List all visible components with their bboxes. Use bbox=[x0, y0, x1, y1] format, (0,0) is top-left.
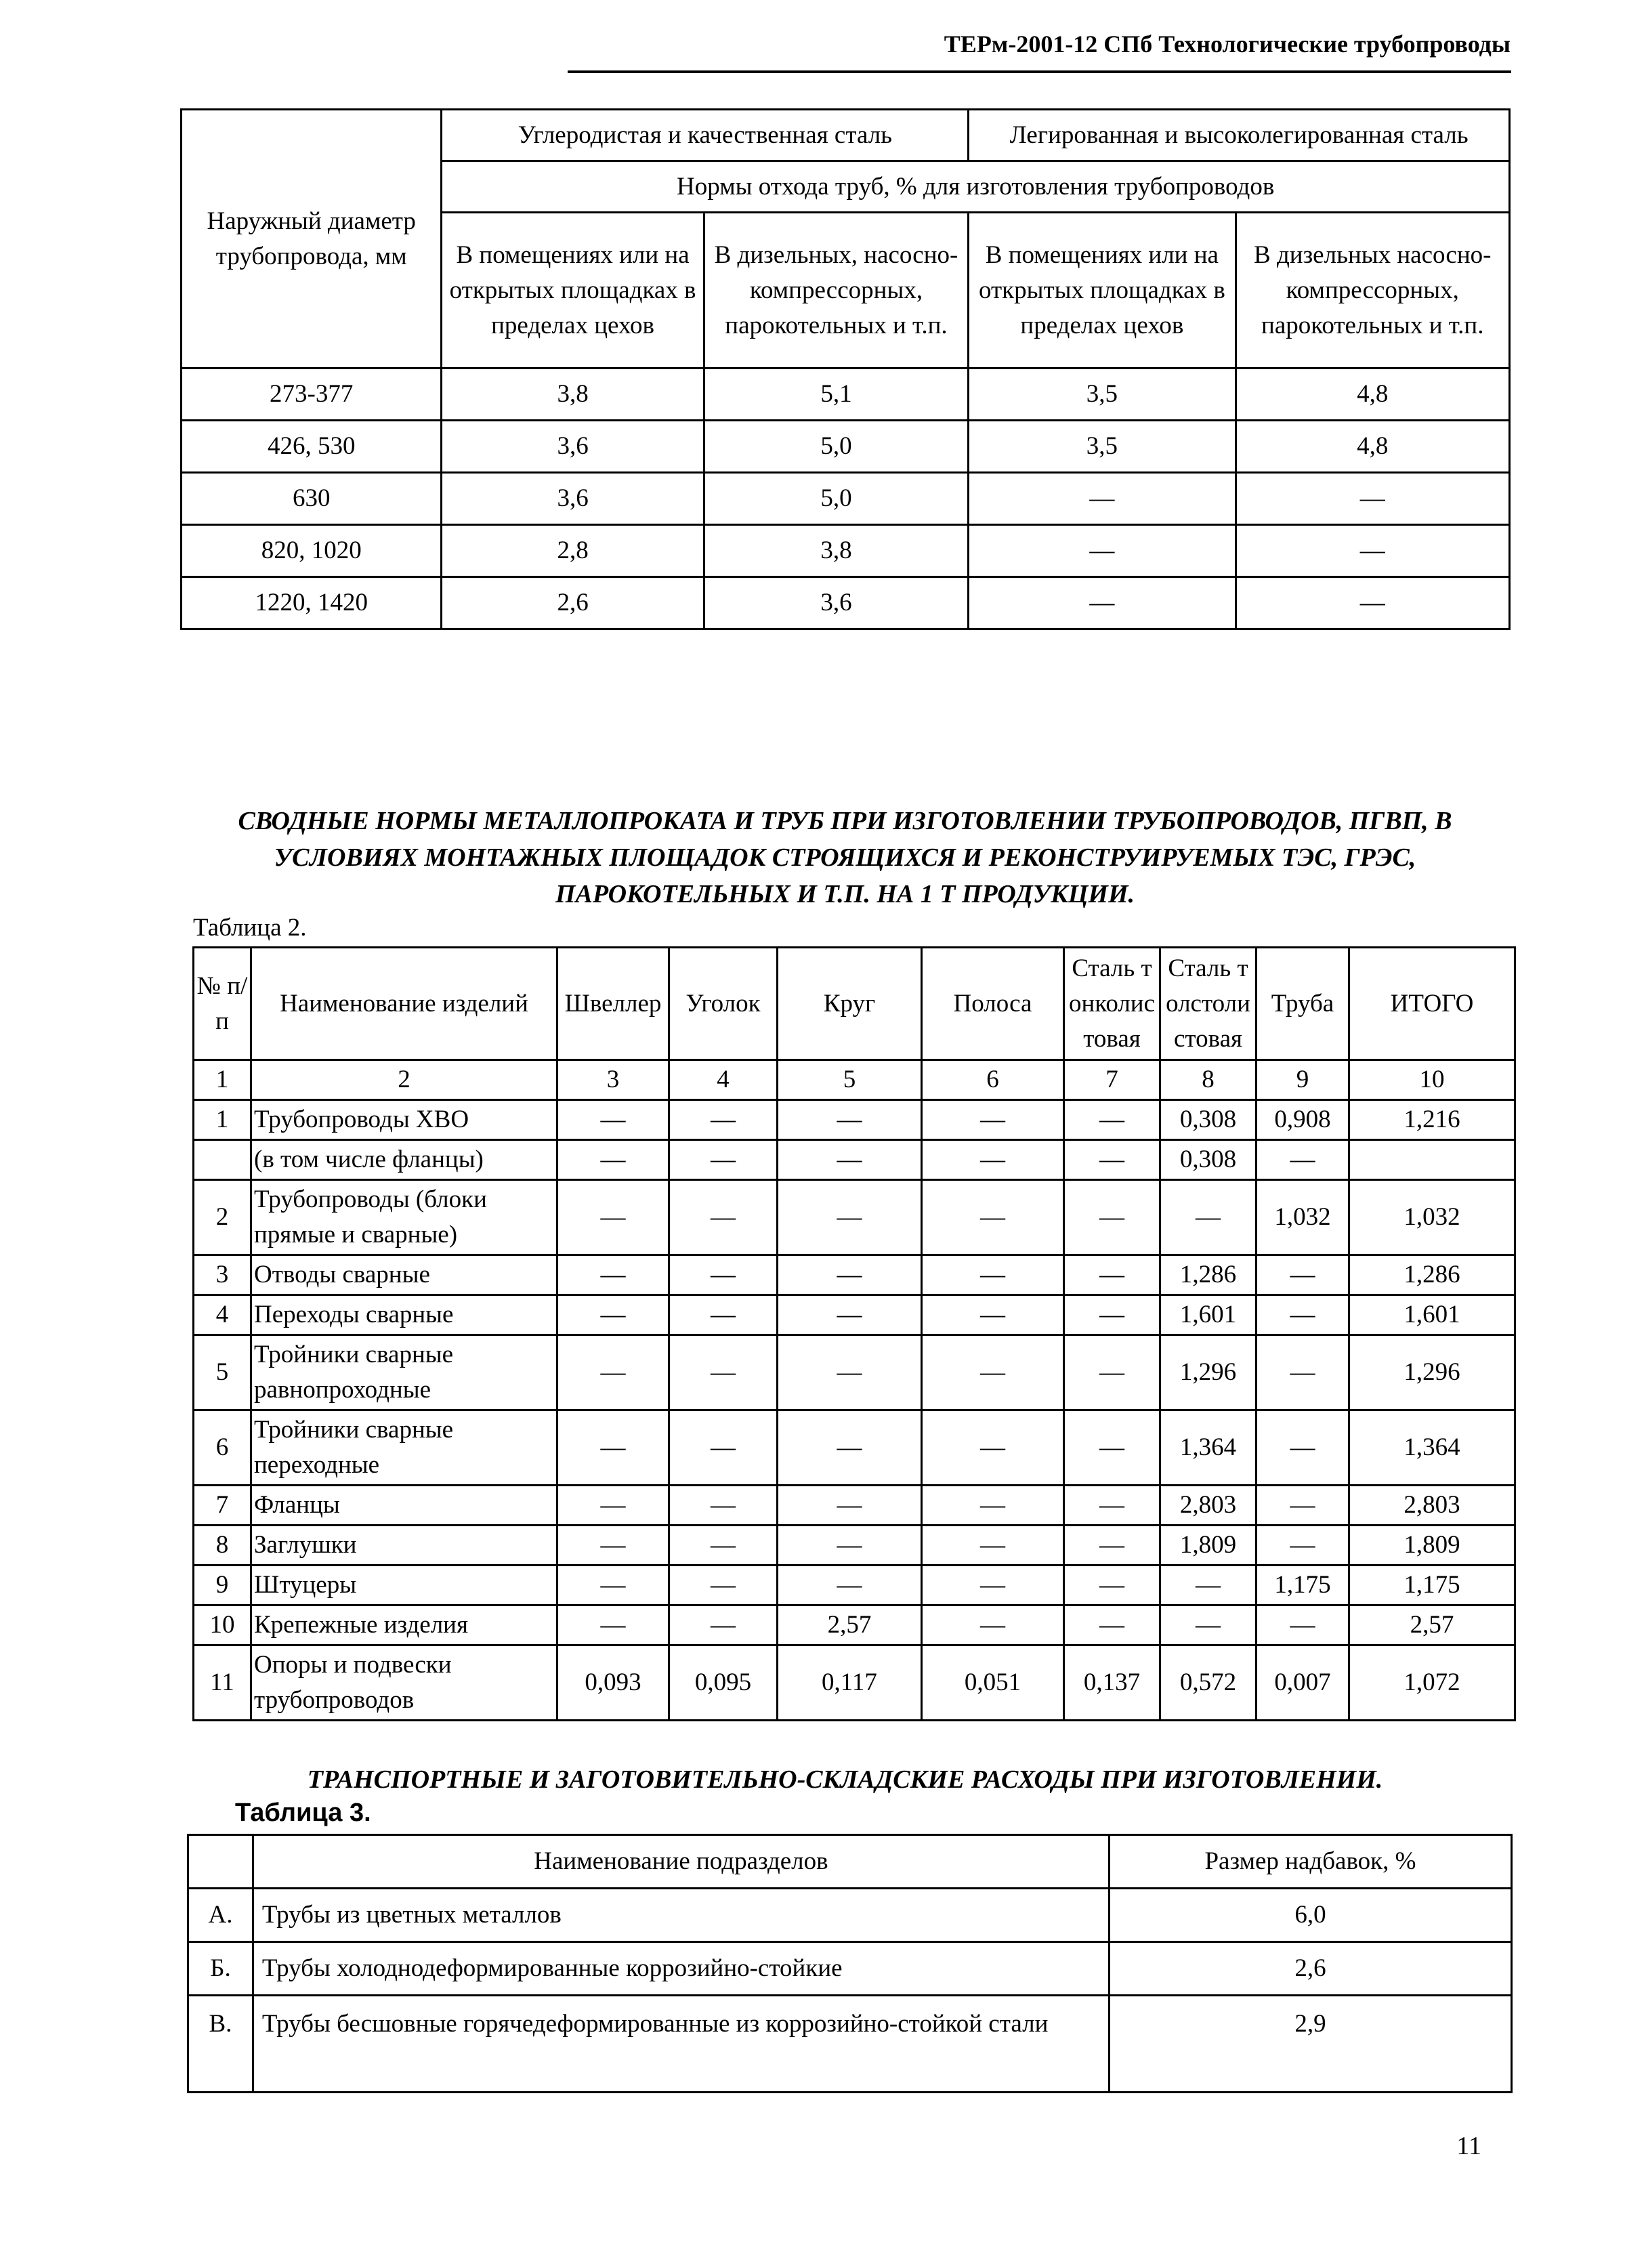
col-surcharge-header: Размер надбавок, % bbox=[1109, 1835, 1511, 1889]
item-name: Тройники сварные переходные bbox=[251, 1410, 557, 1486]
value-cell: — bbox=[1064, 1486, 1160, 1526]
key-header-empty bbox=[188, 1835, 253, 1889]
header-rule bbox=[568, 70, 1511, 73]
value-cell: 3,6 bbox=[442, 421, 704, 473]
column-number: 4 bbox=[669, 1060, 778, 1100]
diameter-cell: 1220, 1420 bbox=[182, 577, 442, 629]
value-cell: 1,601 bbox=[1349, 1295, 1515, 1335]
row-name: Трубы из цветных металлов bbox=[253, 1889, 1109, 1942]
waste-norms-header: Нормы отхода труб, % для изготовления трубопроводов bbox=[442, 161, 1510, 213]
value-cell: — bbox=[922, 1605, 1064, 1645]
value-cell: — bbox=[669, 1566, 778, 1605]
value-cell: 3,6 bbox=[442, 473, 704, 525]
value-cell: 0,117 bbox=[778, 1645, 922, 1721]
value-cell: — bbox=[1236, 577, 1510, 629]
row-number bbox=[194, 1140, 251, 1180]
value-cell: — bbox=[778, 1140, 922, 1180]
column-number: 6 bbox=[922, 1060, 1064, 1100]
value-cell: — bbox=[1064, 1180, 1160, 1255]
row-name: Трубы холоднодеформированные коррозийно-стойкие bbox=[253, 1942, 1109, 1996]
value-cell: 4,8 bbox=[1236, 369, 1510, 421]
value-cell: 0,308 bbox=[1160, 1100, 1257, 1140]
value-cell: — bbox=[669, 1255, 778, 1295]
table-row bbox=[194, 1486, 1515, 1526]
value-cell: 1,296 bbox=[1160, 1335, 1257, 1410]
value-cell: — bbox=[1160, 1180, 1257, 1255]
value-cell: — bbox=[922, 1566, 1064, 1605]
value-cell: — bbox=[778, 1566, 922, 1605]
table-row bbox=[194, 1566, 1515, 1605]
value-cell: — bbox=[778, 1526, 922, 1566]
value-cell: — bbox=[778, 1100, 922, 1140]
row-number: 4 bbox=[194, 1295, 251, 1335]
value-cell: 0,572 bbox=[1160, 1645, 1257, 1721]
value-cell: — bbox=[1257, 1605, 1349, 1645]
row-value: 2,6 bbox=[1109, 1942, 1511, 1996]
value-cell: — bbox=[669, 1295, 778, 1335]
item-name: Трубопроводы (блоки прямые и сварные) bbox=[251, 1180, 557, 1255]
value-cell: 2,8 bbox=[442, 525, 704, 577]
value-cell: — bbox=[669, 1486, 778, 1526]
column-number: 7 bbox=[1064, 1060, 1160, 1100]
diameter-cell: 630 bbox=[182, 473, 442, 525]
value-cell: — bbox=[1064, 1335, 1160, 1410]
value-cell: — bbox=[922, 1100, 1064, 1140]
item-name: Трубопроводы ХВО bbox=[251, 1100, 557, 1140]
column-numbers-row bbox=[194, 1060, 1515, 1100]
section3-heading: ТРАНСПОРТНЫЕ И ЗАГОТОВИТЕЛЬНО-СКЛАДСКИЕ РАСХОДЫ ПРИ ИЗГОТОВЛЕНИИ. bbox=[307, 1765, 1383, 1794]
value-cell: 1,072 bbox=[1349, 1645, 1515, 1721]
column-number: 10 bbox=[1349, 1060, 1515, 1100]
column-number: 1 bbox=[194, 1060, 251, 1100]
value-cell: — bbox=[1257, 1486, 1349, 1526]
value-cell: 2,803 bbox=[1160, 1486, 1257, 1526]
col-diesel-carbon: В дизельных, насосно-компрессорных, парокотельных и т.п. bbox=[704, 213, 969, 369]
item-name: Опоры и подвески трубопроводов bbox=[251, 1645, 557, 1721]
item-name: Переходы сварные bbox=[251, 1295, 557, 1335]
value-cell: — bbox=[669, 1526, 778, 1566]
value-cell: — bbox=[1064, 1410, 1160, 1486]
table-row bbox=[182, 525, 1510, 577]
col-indoor-alloy: В помещениях или на открытых площадках в пределах цехов bbox=[969, 213, 1236, 369]
table3-caption: Таблица 3. bbox=[235, 1799, 371, 1827]
table-row bbox=[194, 1295, 1515, 1335]
value-cell: 1,286 bbox=[1349, 1255, 1515, 1295]
value-cell: 0,137 bbox=[1064, 1645, 1160, 1721]
value-cell: 2,57 bbox=[1349, 1605, 1515, 1645]
alloy-steel-header: Легированная и высоколегированная сталь bbox=[969, 110, 1510, 161]
table-row bbox=[194, 1180, 1515, 1255]
item-name: Тройники сварные равнопроходные bbox=[251, 1335, 557, 1410]
table-row bbox=[188, 1889, 1512, 1942]
table-row bbox=[182, 369, 1510, 421]
table-row bbox=[194, 1605, 1515, 1645]
value-cell: — bbox=[669, 1605, 778, 1645]
section2-heading: СВОДНЫЕ НОРМЫ МЕТАЛЛОПРОКАТА И ТРУБ ПРИ ИЗГОТОВЛЕНИИ ТРУБОПРОВОДОВ, ПГВП, В УСЛОВИЯХ МОНТАЖНЫХ ПЛОЩАДОК СТРОЯЩИХСЯ И РЕКОНСТРУИРУЕМЫХ ТЭС, ГРЭС, ПАРОКОТЕЛЬНЫХ И Т.П. НА 1 Т ПРОДУКЦИИ. bbox=[238, 807, 1452, 908]
table-row bbox=[182, 577, 1510, 629]
table-row bbox=[182, 421, 1510, 473]
col-thin-steel-header: Сталь тонколистовая bbox=[1064, 948, 1160, 1060]
value-cell: — bbox=[1257, 1410, 1349, 1486]
value-cell: 0,007 bbox=[1257, 1645, 1349, 1721]
value-cell: — bbox=[557, 1566, 669, 1605]
col-number-header: № п/п bbox=[194, 948, 251, 1060]
row-key: В. bbox=[188, 1996, 253, 2093]
value-cell: — bbox=[557, 1410, 669, 1486]
item-name: (в том числе фланцы) bbox=[251, 1140, 557, 1180]
row-number: 8 bbox=[194, 1526, 251, 1566]
value-cell: — bbox=[557, 1605, 669, 1645]
table-row bbox=[188, 1942, 1512, 1996]
value-cell: — bbox=[969, 525, 1236, 577]
value-cell: — bbox=[1064, 1605, 1160, 1645]
value-cell: 1,175 bbox=[1349, 1566, 1515, 1605]
col-indoor-carbon: В помещениях или на открытых площадках в пределах цехов bbox=[442, 213, 704, 369]
value-cell: — bbox=[969, 473, 1236, 525]
value-cell: — bbox=[557, 1180, 669, 1255]
col-diesel-alloy: В дизельных насосно-компрессорных, парокотельных и т.п. bbox=[1236, 213, 1510, 369]
column-number: 2 bbox=[251, 1060, 557, 1100]
value-cell: — bbox=[1160, 1605, 1257, 1645]
column-number: 3 bbox=[557, 1060, 669, 1100]
value-cell: 1,601 bbox=[1160, 1295, 1257, 1335]
diameter-cell: 426, 530 bbox=[182, 421, 442, 473]
value-cell: 3,8 bbox=[442, 369, 704, 421]
value-cell: — bbox=[669, 1180, 778, 1255]
carbon-steel-header: Углеродистая и качественная сталь bbox=[442, 110, 969, 161]
value-cell: — bbox=[669, 1100, 778, 1140]
column-number: 5 bbox=[778, 1060, 922, 1100]
value-cell: — bbox=[1257, 1526, 1349, 1566]
value-cell: — bbox=[669, 1335, 778, 1410]
value-cell: 1,364 bbox=[1160, 1410, 1257, 1486]
value-cell: 2,57 bbox=[778, 1605, 922, 1645]
table-row bbox=[194, 1140, 1515, 1180]
value-cell: — bbox=[1257, 1335, 1349, 1410]
item-name: Фланцы bbox=[251, 1486, 557, 1526]
value-cell: — bbox=[1257, 1295, 1349, 1335]
column-number: 8 bbox=[1160, 1060, 1257, 1100]
metal-norms-table bbox=[192, 946, 1516, 1721]
row-value: 2,9 bbox=[1109, 1996, 1511, 2093]
value-cell: 1,286 bbox=[1160, 1255, 1257, 1295]
value-cell: 1,032 bbox=[1349, 1180, 1515, 1255]
value-cell: — bbox=[778, 1180, 922, 1255]
item-name: Отводы сварные bbox=[251, 1255, 557, 1295]
value-cell: — bbox=[1064, 1100, 1160, 1140]
value-cell: 2,6 bbox=[442, 577, 704, 629]
page-number: 11 bbox=[1456, 2132, 1481, 2160]
row-key: А. bbox=[188, 1889, 253, 1942]
value-cell: 3,8 bbox=[704, 525, 969, 577]
table-row bbox=[188, 1996, 1512, 2093]
value-cell: 3,5 bbox=[969, 421, 1236, 473]
value-cell: 0,093 bbox=[557, 1645, 669, 1721]
col-thick-steel-header: Сталь толстолистовая bbox=[1160, 948, 1257, 1060]
value-cell: — bbox=[922, 1410, 1064, 1486]
value-cell: — bbox=[778, 1335, 922, 1410]
transport-costs-table bbox=[187, 1834, 1513, 2093]
row-number: 5 bbox=[194, 1335, 251, 1410]
value-cell: — bbox=[922, 1255, 1064, 1295]
value-cell: — bbox=[922, 1526, 1064, 1566]
value-cell: 1,032 bbox=[1257, 1180, 1349, 1255]
col-angle-header: Уголок bbox=[669, 948, 778, 1060]
col-round-header: Круг bbox=[778, 948, 922, 1060]
table-row bbox=[194, 1100, 1515, 1140]
value-cell: — bbox=[778, 1295, 922, 1335]
value-cell: — bbox=[1064, 1566, 1160, 1605]
value-cell: — bbox=[922, 1486, 1064, 1526]
col-channel-header: Швеллер bbox=[557, 948, 669, 1060]
row-number: 10 bbox=[194, 1605, 251, 1645]
value-cell: — bbox=[557, 1140, 669, 1180]
value-cell: — bbox=[1257, 1255, 1349, 1295]
running-header-title: ТЕРм-2001-12 СПб Технологические трубопроводы bbox=[944, 30, 1511, 58]
value-cell: — bbox=[557, 1255, 669, 1295]
value-cell: — bbox=[1236, 473, 1510, 525]
value-cell: — bbox=[922, 1295, 1064, 1335]
value-cell: — bbox=[1160, 1566, 1257, 1605]
value-cell: 3,5 bbox=[969, 369, 1236, 421]
row-number: 9 bbox=[194, 1566, 251, 1605]
value-cell: — bbox=[922, 1140, 1064, 1180]
col-strip-header: Полоса bbox=[922, 948, 1064, 1060]
table-row bbox=[194, 1410, 1515, 1486]
value-cell: 3,6 bbox=[704, 577, 969, 629]
row-number: 6 bbox=[194, 1410, 251, 1486]
diameter-header: Наружный диаметр трубопровода, мм bbox=[182, 110, 442, 369]
value-cell: — bbox=[557, 1100, 669, 1140]
value-cell: 4,8 bbox=[1236, 421, 1510, 473]
value-cell: 5,0 bbox=[704, 421, 969, 473]
value-cell: 0,051 bbox=[922, 1645, 1064, 1721]
value-cell: — bbox=[1064, 1295, 1160, 1335]
value-cell bbox=[1349, 1140, 1515, 1180]
value-cell: 0,308 bbox=[1160, 1140, 1257, 1180]
value-cell: — bbox=[557, 1295, 669, 1335]
value-cell: — bbox=[557, 1335, 669, 1410]
column-number: 9 bbox=[1257, 1060, 1349, 1100]
row-key: Б. bbox=[188, 1942, 253, 1996]
row-number: 3 bbox=[194, 1255, 251, 1295]
value-cell: — bbox=[778, 1410, 922, 1486]
value-cell: — bbox=[969, 577, 1236, 629]
row-value: 6,0 bbox=[1109, 1889, 1511, 1942]
col-subsection-name-header: Наименование подразделов bbox=[253, 1835, 1109, 1889]
value-cell: 1,809 bbox=[1160, 1526, 1257, 1566]
row-name: Трубы бесшовные горячедеформированные из коррозийно-стойкой стали bbox=[253, 1996, 1109, 2093]
item-name: Крепежные изделия bbox=[251, 1605, 557, 1645]
item-name: Штуцеры bbox=[251, 1566, 557, 1605]
value-cell: 1,296 bbox=[1349, 1335, 1515, 1410]
table-row bbox=[194, 1255, 1515, 1295]
table-row bbox=[182, 473, 1510, 525]
row-number: 11 bbox=[194, 1645, 251, 1721]
value-cell: — bbox=[778, 1486, 922, 1526]
value-cell: — bbox=[557, 1526, 669, 1566]
value-cell: 5,1 bbox=[704, 369, 969, 421]
col-total-header: ИТОГО bbox=[1349, 948, 1515, 1060]
value-cell: 1,175 bbox=[1257, 1566, 1349, 1605]
diameter-cell: 820, 1020 bbox=[182, 525, 442, 577]
value-cell: — bbox=[922, 1180, 1064, 1255]
value-cell: — bbox=[1064, 1255, 1160, 1295]
pipe-waste-norms-table bbox=[180, 108, 1511, 630]
value-cell: 5,0 bbox=[704, 473, 969, 525]
row-number: 2 bbox=[194, 1180, 251, 1255]
value-cell: — bbox=[922, 1335, 1064, 1410]
value-cell: 2,803 bbox=[1349, 1486, 1515, 1526]
value-cell: 0,908 bbox=[1257, 1100, 1349, 1140]
table-row bbox=[194, 1645, 1515, 1721]
value-cell: — bbox=[1257, 1140, 1349, 1180]
value-cell: — bbox=[557, 1486, 669, 1526]
col-pipe-header: Труба bbox=[1257, 948, 1349, 1060]
value-cell: — bbox=[1064, 1526, 1160, 1566]
value-cell: — bbox=[778, 1255, 922, 1295]
value-cell: — bbox=[1236, 525, 1510, 577]
table2-caption: Таблица 2. bbox=[193, 914, 307, 942]
value-cell: — bbox=[669, 1140, 778, 1180]
value-cell: 0,095 bbox=[669, 1645, 778, 1721]
row-number: 1 bbox=[194, 1100, 251, 1140]
diameter-cell: 273-377 bbox=[182, 369, 442, 421]
table-row bbox=[194, 1335, 1515, 1410]
value-cell: 1,216 bbox=[1349, 1100, 1515, 1140]
table-row bbox=[194, 1526, 1515, 1566]
value-cell: 1,809 bbox=[1349, 1526, 1515, 1566]
col-name-header: Наименование изделий bbox=[251, 948, 557, 1060]
row-number: 7 bbox=[194, 1486, 251, 1526]
item-name: Заглушки bbox=[251, 1526, 557, 1566]
value-cell: 1,364 bbox=[1349, 1410, 1515, 1486]
value-cell: — bbox=[669, 1410, 778, 1486]
value-cell: — bbox=[1064, 1140, 1160, 1180]
